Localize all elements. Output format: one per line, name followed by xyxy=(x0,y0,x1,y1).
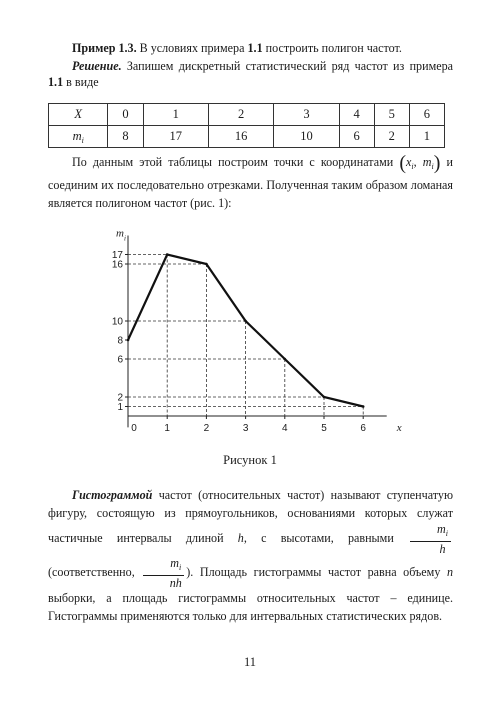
data-point xyxy=(323,396,326,399)
y-axis-title: m xyxy=(116,227,124,240)
y-tick-label: 16 xyxy=(111,259,123,271)
paragraph2-part1: частот (относительных частот) называют ступенчатую фигуру, состоящую из прямоугольников, основаниями которых служат частичные интервалы длиной xyxy=(48,488,453,545)
x-tick-label: 3 xyxy=(242,423,249,434)
paragraph2-part2: , с высотами, равными xyxy=(243,530,409,545)
y-tick-label: 17 xyxy=(111,250,123,261)
page-number: 11 xyxy=(243,655,257,669)
table-cell: 8 xyxy=(108,126,143,148)
table-cell: 2 xyxy=(374,126,409,148)
data-point xyxy=(284,358,287,361)
solution-text-after: в виде xyxy=(63,75,99,89)
coord-x-sub: i xyxy=(411,162,414,171)
paren-close: ) xyxy=(433,152,441,174)
example-label: Пример 1.3. xyxy=(72,41,137,55)
x-tick-label: 6 xyxy=(360,423,366,434)
table-cell: 0 xyxy=(108,104,143,126)
x-tick-label: 4 xyxy=(282,423,288,434)
fraction-denominator: h xyxy=(439,542,446,556)
x-tick-label: 1 xyxy=(164,423,170,434)
y-tick-label: 1 xyxy=(117,402,123,413)
figure-caption: Рисунок 1 xyxy=(223,453,277,467)
example-text-after: построить полигон частот. xyxy=(262,41,402,55)
coord-x: x xyxy=(406,155,412,169)
data-point xyxy=(166,253,169,256)
table-cell: 1 xyxy=(143,104,208,126)
table-cell: 10 xyxy=(274,126,339,148)
example-text-before: В условиях примера xyxy=(136,41,248,55)
table-cell: 6 xyxy=(339,126,374,148)
paragraph2-part4: ). Площадь гистограммы частот равна объему xyxy=(186,564,447,579)
y-tick-label: 2 xyxy=(117,392,123,404)
fraction-denominator: nh xyxy=(169,576,182,590)
fraction-numerator-sub: i xyxy=(445,529,448,538)
table-cell: 6 xyxy=(409,104,444,126)
solution-ref: 1.1 xyxy=(48,75,64,89)
solution-text-before: Запишем дискретный статистический ряд частот из примера xyxy=(121,59,453,73)
histogram-term: Гистограммой xyxy=(72,488,153,502)
table-cell: 17 xyxy=(143,126,208,148)
data-point xyxy=(205,263,208,266)
table-cell: 3 xyxy=(274,104,339,126)
x-tick-label: 0 xyxy=(131,423,137,434)
data-point xyxy=(362,405,365,408)
chart-guide-lines xyxy=(128,255,363,417)
chart-series xyxy=(127,253,365,408)
x-tick-label: 2 xyxy=(203,423,210,434)
fraction-numerator-m: m xyxy=(170,556,180,570)
paren-open: ( xyxy=(399,152,407,174)
example-ref: 1.1 xyxy=(247,41,263,55)
data-point xyxy=(244,320,247,323)
y-tick-label: 10 xyxy=(111,316,123,328)
table-cell: 2 xyxy=(208,104,273,126)
paragraph2-part5: выборки, а площадь гистограммы относительных частот – единице. Гистограммы применяются только для интервальных статистических рядов. xyxy=(48,591,453,623)
paragraph-polygon-intro: По данным этой таблицы построим точки с координатами ($x_i$, $m_i$) и соединим их последовательно отрезками. Полученная таким образом ломаная является полигоном частот (рис. 1): xyxy=(48,152,454,210)
table-row-label-m-text: m xyxy=(72,128,82,143)
fraction-mi-over-nh xyxy=(143,556,184,590)
y-tick-label: 6 xyxy=(117,354,123,366)
table-cell: 5 xyxy=(374,104,409,126)
coord-m: m xyxy=(422,155,432,169)
table-row-label-x: X xyxy=(49,104,108,126)
fraction-numerator xyxy=(410,522,451,542)
coord-m-sub: i xyxy=(431,162,434,171)
fraction-numerator-m: m xyxy=(437,522,446,536)
fraction-numerator xyxy=(143,556,184,576)
table-cell: 1 xyxy=(409,126,444,148)
data-point xyxy=(127,339,130,342)
fraction-numerator-sub: i xyxy=(179,563,182,572)
paragraph2-part3: (соответственно, xyxy=(48,564,142,579)
x-axis-title: x xyxy=(396,422,402,434)
fraction-mi-over-h xyxy=(410,522,451,556)
paragraph1-after: и соединим их последовательно отрезками. Полученная таким образом ломаная является полигоном частот (рис. 1): xyxy=(48,155,454,210)
y-axis-title-sub: i xyxy=(124,234,126,243)
table-cell: 4 xyxy=(339,104,374,126)
paragraph1-before: По данным этой таблицы построим точки с координатами xyxy=(72,155,400,169)
sample-size-n: n xyxy=(446,564,453,579)
interval-length-h: h xyxy=(237,530,244,545)
table-cell: 16 xyxy=(208,126,273,148)
x-tick-label: 5 xyxy=(321,423,327,434)
y-tick-label: 8 xyxy=(117,335,123,347)
table-row-label-m-sub: i xyxy=(81,135,84,145)
paragraph-histogram-definition xyxy=(48,487,453,625)
solution-label: Решение. xyxy=(72,59,122,73)
